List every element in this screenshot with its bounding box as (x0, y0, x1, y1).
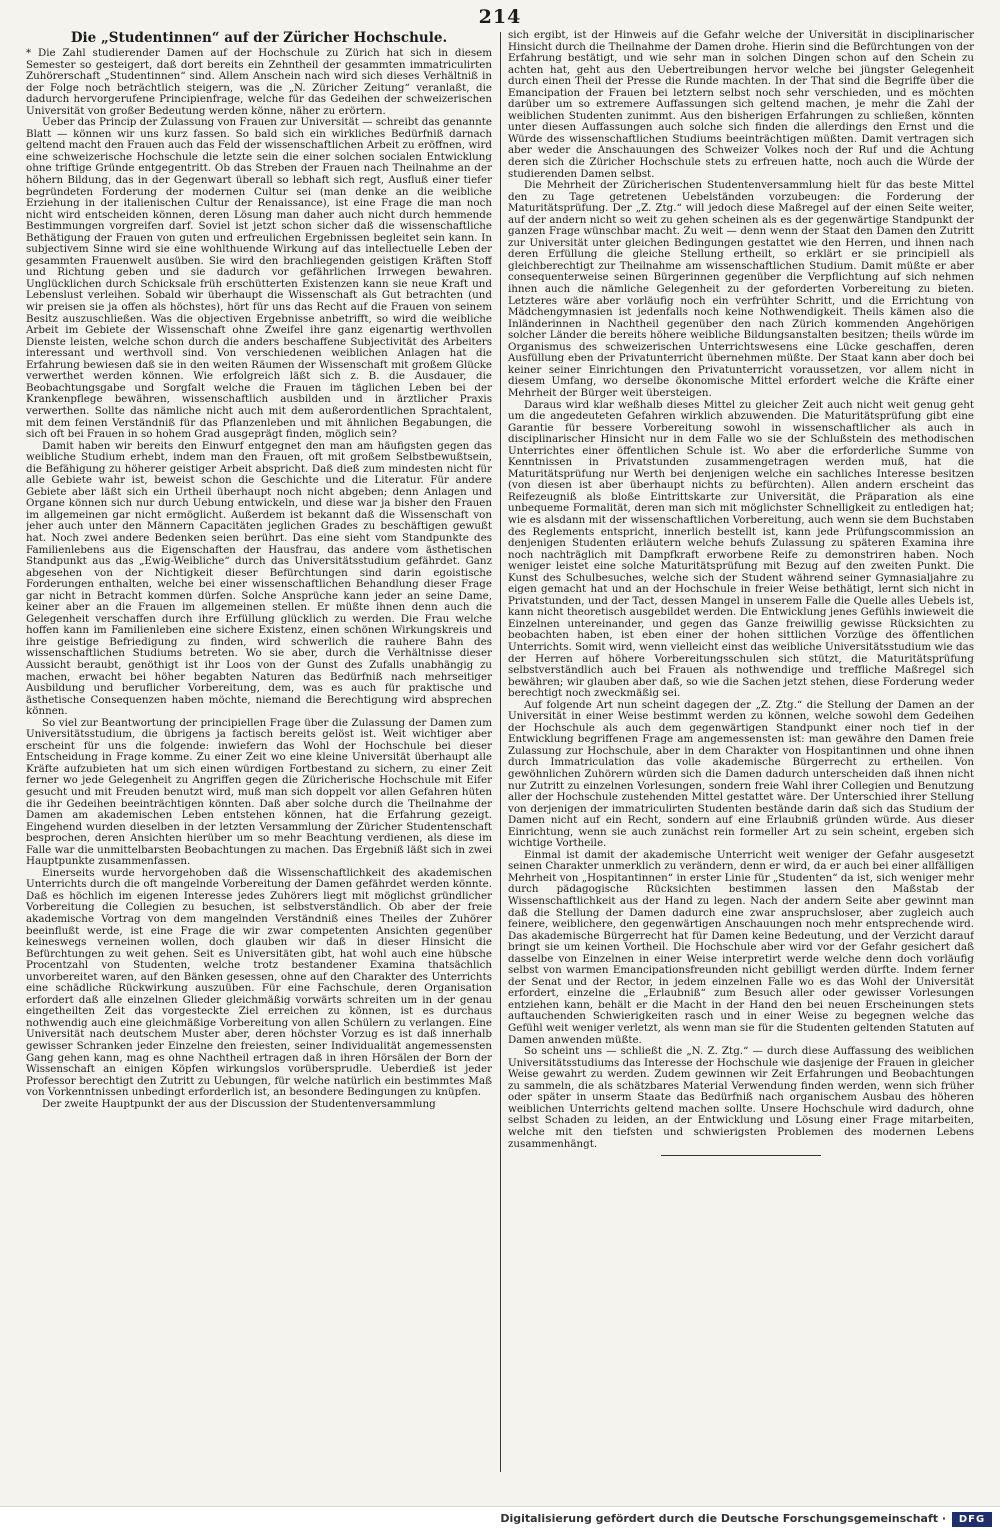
paragraph: Die Mehrheit der Züricherischen Studentenversammlung hielt für das beste Mittel den zu Tage getretenen Uebelständen vorzubeugen: die Forderung der Maturitätsprüfung. Der „Z. Ztg.“ will jedoch diese Maßregel auf der einen Seite weiter, auf der andern nicht so weit zu gehen scheinen als es der gegenwärtige Standpunkt der ganzen Frage wünschbar macht. Zu weit — denn wenn der Staat den Damen den Zutritt zur Universität unter gleichen Bedingungen gestattet wie den Herren, und ihnen nach deren Erfüllung die gleiche Stellung ertheilt, so erklärt er sie principiell als gleichberechtigt zur Theilnahme am wissenschaftlichen Studium. Damit müßte er aber consequenterweise seinen Bürgerinnen gegenüber die Verpflichtung auf sich nehmen ihnen auch die nämliche Gelegenheit zu der geforderten Vorbereitung zu bieten. Letzteres wäre aber vorläufig noch ein verfrühter Schritt, und die Errichtung von Mädchengymnasien ist jedenfalls noch keine Nothwendigkeit. Theils kämen also die Inländerinnen in Nachtheil gegenüber den nach Zürich kommenden Angehörigen solcher Länder die bereits höhere weibliche Bildungsanstalten besitzen; theils würde im Organismus des schweizerischen Unterrichtswesens eine Lücke geschaffen, deren Ausfüllung eben der Privatunterricht übernehmen müßte. Der Staat kann aber doch bei keiner seiner Einrichtungen den Privatunterricht voraussetzen, vor allem nicht in diesem Umfang, wo derselbe ökonomische Mittel erfordert welche die Kräfte einer Mehrheit der Bürger weit übersteigen. (508, 179, 974, 399)
article-columns (26, 30, 974, 1496)
paragraph: So scheint uns — schließt die „N. Z. Ztg.“ — durch diese Auffassung des weiblichen Universitätsstudiums das Interesse der Hochschule wie dasjenige der Frauen in gleicher Weise gewahrt zu werden. Zudem gewinnen wir Zeit Erfahrungen und Beobachtungen zu sammeln, die als schätzbares Material Verwendung finden werden, wenn sich früher oder später in unserm Staate das Bedürfniß nach organischem Ausbau des höheren weiblichen Unterrichts geltend machen sollte. Unsere Hochschule wird dadurch, ohne selbst Schaden zu leiden, an der Entwicklung und Lösung einer Frage mitarbeiten, welche mit den tiefsten und schwierigsten Problemen des modernen Lebens zusammenhängt. (508, 1045, 974, 1150)
digitization-footer (0, 1506, 1000, 1530)
paragraph: So viel zur Beantwortung der principiellen Frage über die Zulassung der Damen zum Universitätsstudium, die übrigens ja factisch bereits gelöst ist. Weit wichtiger aber erscheint für uns die folgende: inwiefern das Wohl der Hochschule bei dieser Entscheidung in Frage komme. Zu einer Zeit wo eine kleine Universität überhaupt alle Kräfte aufzubieten hat um sich einen würdigen Fortbestand zu sichern, zu einer Zeit ferner wo jede Gelegenheit zu Angriffen gegen die Züricherische Hochschule mit Eifer gesucht und mit Freuden benutzt wird, muß man sich doppelt vor allen Gefahren hüten die ihr Gedeihen beeinträchtigen könnten. Daß aber solche durch die Theilnahme der Damen am akademischen Leben entstehen können, hat die Erfahrung gezeigt. Eingehend wurden dieselben in der letzten Versammlung der Züricher Studentenschaft besprochen, deren Ansichten hierüber um so mehr Beachtung verdienen, als diese im Falle war die unmittelbarsten Beobachtungen zu machen. Das Ergebniß läßt sich in zwei Hauptpunkte zusammenfassen. (26, 716, 492, 868)
column-divider (500, 32, 501, 1472)
funding-note: Digitalisierung gefördert durch die Deutsche Forschungsgemeinschaft · (500, 1512, 946, 1525)
article-title: Die „Studentinnen“ auf der Züricher Hochschule. (70, 30, 448, 46)
right-column (508, 30, 974, 1496)
paragraph: sich ergibt, ist der Hinweis auf die Gefahr welche der Universität in disciplinarischer Hinsicht durch die Theilnahme der Damen drohe. Hierin sind die Befürchtungen von der Erfahrung bestätigt, und wie sehr man in solchen Dingen schon auf den Schein zu achten hat, geht aus den Uebertreibungen hervor welche bei jüngster Gelegenheit durch einen Theil der Presse die Runde machten. In der That sind die Begriffe über die Emancipation der Frauen bei letztern selbst noch sehr verschieden, und es möchten darüber um so extremere Auffassungen sich geltend machen, je mehr die Zahl der weiblichen Studenten zunimmt. Aus den bisherigen Erfahrungen zu schließen, könnten unter diesen Auffassungen auch solche sich finden die allerdings den Ernst und die Würde des wissenschaftlichen Studiums beeinträchtigen müßten. Damit vertragen sich aber weder die Anschauungen des Schweizer Volkes noch der Ruf und die Achtung deren sich die Züricher Hochschule stets zu erfreuen hatte, noch auch die Würde der studierenden Damen selbst. (508, 30, 974, 180)
paragraph: Auf folgende Art nun scheint dagegen der „Z. Ztg.“ die Stellung der Damen an der Universität in einer Weise bestimmt werden zu können, welche sowohl dem Gedeihen der Hochschule als auch dem gegenwärtigen Standpunkt einer noch tief in der Entwicklung begriffenen Frage am angemessensten ist: man gewähre den Damen freie Zulassung zur Hochschule, aber in dem Charakter von Hospitantinnen und ohne ihnen durch Immatriculation das volle akademische Bürgerrecht zu ertheilen. Von gewöhnlichen Zuhörern würden sich die Damen dadurch unterscheiden daß ihnen nicht nur Zutritt zu einzelnen Vorlesungen, sondern freie Wahl ihrer Collegien und Benutzung aller der Hochschule zustehenden Mittel gestattet wäre. Der Unterschied ihrer Stellung von derjenigen der immatriculirten Studenten bestände darin daß sich das Studium der Damen nicht auf ein Recht, sondern auf eine Erlaubniß gründen würde. Aus dieser Einrichtung, wenn sie auch zunächst rein formeller Art zu sein scheint, ergeben sich wichtige Vortheile. (508, 698, 974, 850)
paragraph: Einerseits wurde hervorgehoben daß die Wissenschaftlichkeit des akademischen Unterrichts durch die oft mangelnde Vorbereitung der Damen gefährdet werden könnte. Daß es höchlich im eigenen Interesse jedes Zuhörers liegt mit möglichst gründlicher Vorbereitung die Collegien zu besuchen, ist selbstverständlich. Ob aber der freie akademische Vortrag von dem mangelnden Verständniß eines Theiles der Zuhörer beeinflußt werde, ist eine Frage die wir zwar competenten Ansichten gegenüber keineswegs verneinen wollen, doch glauben wir daß in dieser Hinsicht die Befürchtungen zu weit gehen. Seit es Universitäten gibt, hat wohl auch eine hübsche Procentzahl von Studenten, welche trotz bestandener Examina thatsächlich unvorbereitet waren, auf den Bänken gesessen, ohne auf den Charakter des Unterrichts eine schädliche Rückwirkung auszuüben. Für eine Fachschule, deren Organisation erfordert daß alle einzelnen Glieder gleichmäßig vorwärts schreiten um in der genau eingetheilten Zeit das vorgesteckte Ziel erreichen zu können, ist es durchaus nothwendig auch eine gleichmäßige Vorbereitung von allen Schülern zu verlangen. Eine Universität nach deutschem Muster aber, deren höchster Vorzug es ist daß innerhalb gewisser Schranken jeder Einzelne den freiesten, seiner Individualität angemessensten Gang gehen kann, mag es ohne Nachtheil ertragen daß in ihren Hörsälen der Born der Wissenschaft an einigen Köpfen wirkungslos vorübersprudle. Ueberdieß ist jeder Professor berechtigt den Zutritt zu Uebungen, für welche natürlich ein bestimmtes Maß von Vorkenntnissen unbedingt erforderlich ist, an besondere Bedingungen zu knüpfen. (26, 866, 492, 1099)
dfg-logo-icon: DFG (952, 1512, 992, 1527)
paragraph: Einmal ist damit der akademische Unterricht weit weniger der Gefahr ausgesetzt seinen Charakter unmerklich zu verändern, denn er wird, da er auch bei einer allfälligen Mehrheit von „Hospitantinnen“ in erster Linie für „Studenten“ da ist, sich weniger mehr durch pädagogische Rücksichten bestimmen lassen den Maßstab der Wissenschaftlichkeit aus der Hand zu legen. Nach der andern Seite aber gewinnt man daß die Stellung der Damen dadurch eine zwar anspruchsloser, aber zugleich auch feinere, weiblichere, den gegenwärtigen Anschauungen noch mehr entsprechende wird. Das akademische Bürgerrecht hat für Damen keine Bedeutung, und der Verzicht darauf bringt sie um keinen Vortheil. Die Hochschule aber wird vor der Gefahr gesichert daß dasselbe von Einzelnen in einer Weise interpretirt werde welche denn doch vorläufig selbst von warmen Emancipationsfreunden nicht gebilligt werden dürfte. Indem ferner der Senat und der Rector, in jedem einzelnen Falle wo es das Wohl der Universität erfordert, einzelne die „Erlaubniß“ zum Besuch aller oder gewisser Vorlesungen entziehen kann, behält er die Macht in der Hand den bei neuen Erscheinungen stets auftauchenden Schwierigkeiten rasch und in einer Weise zu begegnen welche das Gefühl weit weniger verletzt, als wenn man sie für die Studenten geltenden Statuten auf Damen anwenden müßte. (508, 848, 974, 1046)
page-number: 214 (478, 6, 522, 28)
paragraph: Der zweite Hauptpunkt der aus der Discussion der Studentenversammlung (42, 1097, 436, 1110)
paragraph: Damit haben wir bereits den Einwurf entgegnet den man am häufigsten gegen das weibliche Studium erhebt, indem man den Frauen, oft mit großem Selbstbewußtsein, die Befähigung zu höherer geistiger Arbeit abspricht. Daß dieß zum mindesten nicht für alle Gebiete wahr ist, beweist schon die Geschichte und die Literatur. Für andere Gebiete aber läßt sich ein Urtheil überhaupt noch nicht abgeben; denn Anlagen und Organe können sich nur durch Uebung entwickeln, und diese war ja bisher den Frauen im allgemeinen gar nicht ermöglicht. Außerdem ist bekannt daß die Wissenschaft von jeher auch unter den Männern Capacitäten jeglichen Grades zu beschäftigen gewußt hat. Noch zwei andere Bedenken seien berührt. Das eine sieht vom Standpunkte des Familienlebens aus die Eigenschaften der Hausfrau, das andere vom ästhetischen Standpunkt aus das „Ewig-Weibliche“ durch das Universitätsstudium gefährdet. Ganz abgesehen von der Nichtigkeit dieser Befürchtungen sind darin egoistische Forderungen enthalten, welche bei einer wissenschaftlichen Behandlung dieser Frage gar nicht in Betracht kommen dürfen. Solche Ansprüche kann jeder an seine Dame, keiner aber an die Frauen im allgemeinen stellen. Er müßte ihnen denn auch die Gelegenheit verschaffen durch ihre Erfüllung glücklich zu werden. Die Frau welche hoffen kann im Familienleben eine sichere Existenz, einen schönen Wirkungskreis und ihre geistige Befriedigung zu finden, wird schwerlich die rauhere Bahn des wissenschaftlichen Studiums betreten. Wo sie aber, durch die Verhältnisse dieser Aussicht beraubt, genöthigt ist ihr Loos von der Gunst des Zufalls unabhängig zu machen, erwacht bei höher begabten Naturen das Bedürfniß nach mehrseitiger Ausbildung und beruflicher Vorbereitung, dem, was es auch für praktische und ästhetische Consequenzen haben möchte, niemand die Berechtigung wird absprechen können. (26, 439, 492, 718)
paragraph: Ueber das Princip der Zulassung von Frauen zur Universität — schreibt das genannte Blatt — können wir uns kurz fassen. So bald sich ein wirkliches Bedürfniß darnach geltend macht den Frauen auch das Feld der wissenschaftlichen Arbeit zu eröffnen, wird eine schweizerische Hochschule die letzte sein die einer solchen socialen Entwicklung ohne triftige Gründe entgegentritt. Ob das Streben der Frauen nach Theilnahme an der höhern Bildung, das in der Gegenwart überall so lebhaft sich regt, Ausfluß einer tiefer begründeten Forderung der modernen Cultur sei (man denke an die weibliche Erziehung in der italienischen Cultur der Renaissance), ist eine Frage die man noch nicht wird entscheiden können, deren Lösung man daher auch nicht durch hemmende Bestimmungen vorgreifen darf. Soviel ist jetzt schon sicher daß die wissenschaftliche Bethätigung der Frauen von guten und erfreulichen Ergebnissen begleitet sein kann. In subjectivem Sinne wird sie eine wohlthuende Wirkung auf das intellectuelle Leben der gesammten Frauenwelt ausüben. Sie wird den brachliegenden geistigen Kräften Stoff und Richtung geben und sie dadurch vor gefährlichen Irrwegen bewahren. Unglücklichen durch Schicksale früh erschütterten Existenzen kann sie neue Kraft und Lebenslust verleihen. Sobald wir überhaupt die Wissenschaft als Gut betrachten (und wir preisen sie ja offen als höchstes), hört für uns das Recht auf die Frauen von seinem Besitz auszuschließen. Was die objectiven Ergebnisse anbetrifft, so wird die weibliche Arbeit im Gebiete der Wissenschaft ohne Zweifel ihre ganz eigenartig werthvollen Dienste leisten, welche schon durch die anders beschaffene Subjectivität des Arbeiters interessant und werthvoll sind. Von verschiedenen weiblichen Anlagen hat die Erfahrung bewiesen daß sie in den weiten Räumen der Wissenschaft mit großem Glücke verwerthet werden können. Wie erfolgreich läßt sich z. B. die Ausdauer, die Beobachtungsgabe und Sorgfalt welche die Frauen im täglichen Leben bei der Krankenpflege bewähren, wissenschaftlich ausbilden und in ärztlicher Praxis verwerthen. Sollte das nämliche nicht auch mit dem außerordentlichen Sprachtalent, mit dem feinen Verständniß für das Pflanzenleben und mit ähnlichen Begabungen, die sich oft bei Frauen in so hohem Grad ausgeprägt finden, möglich sein? (26, 116, 492, 441)
paragraph: * Die Zahl studierender Damen auf der Hochschule zu Zürich hat sich in diesem Semester so gesteigert, daß dort bereits ein Zehntheil der gesammten immatriculirten Zuhörerschaft „Studentinnen“ sind. Allem Anschein nach wird sich dieses Verhältniß in der Folge noch beträchtlich steigern, was die „N. Züricher Zeitung“ veranlaßt, die dadurch hervorgerufene Principienfrage, welche für das Gedeihen der schweizerischen Universität von großer Bedeutung werden könne, näher zu erörtern. (26, 47, 492, 117)
left-column (26, 30, 492, 1496)
paragraph: Daraus wird klar weßhalb dieses Mittel zu gleicher Zeit auch nicht weit genug geht um die angedeuteten Gefahren wirklich abzuwenden. Die Maturitätsprüfung gibt eine Garantie für bessere Vorbereitung sowohl in wissenschaftlicher als auch in disciplinarischer Hinsicht nur in dem Falle wo sie der Schlußstein des methodischen Unterrichtes einer öffentlichen Schule ist. Wo aber die erforderliche Summe von Kenntnissen in Privatstunden zusammengetragen werden muß, hat die Maturitätsprüfung nur Werth bei denjenigen welche ein sachliches Interesse besitzen (von diesen ist aber überhaupt nichts zu befürchten). Allen andern erscheint das Reifezeugniß als bloße Eintrittskarte zur Universität, die Präparation als eine unbequeme Formalität, deren man sich mit möglichster Schnelligkeit zu entledigen hat; wie es alsdann mit der wissenschaftlichen Vorbereitung, auch wenn sie dem Buchstaben des Reglements entspricht, innerlich bestellt ist, kann jede Prüfungscommission an denjenigen Studenten erläutern welche behufs Zulassung zu späteren Examina ihre noch nachträglich mit Dampfkraft erworbene Reife zu demonstriren haben. Noch weniger leistet eine solche Maturitätsprüfung mit Bezug auf den zweiten Punkt. Die Kunst des Schulbesuches, welche sich der Student während seiner Gymnasialjahre zu eigen gemacht hat und an der Hochschule in freier Weise bethätigt, lernt sich nicht in Privatstunden, und der Tact, dessen Mangel in unserem Falle die Quelle alles Uebels ist, kann nicht theoretisch ausgebildet werden. Die Entwicklung jenes Gefühls inwieweit die Einzelnen untereinander, und gegen das Ganze freiwillig gewisse Rücksichten zu beobachten haben, ist eben einer der hohen sittlichen Vorzüge des öffentlichen Unterrichts. Somit wird, wenn vielleicht einst das weibliche Universitätsstudium wie das der Herren auf höhere Vorbereitungsschulen sich stützt, die Maturitätsprüfung selbstverständlich auch bei Frauen als nothwendige und treffliche Maßregel sich bewähren; wir glauben aber daß, so wie die Sachen jetzt stehen, diese Forderung weder berechtigt noch zweckmäßig sei. (508, 398, 974, 700)
article-end-rule (661, 1155, 821, 1156)
